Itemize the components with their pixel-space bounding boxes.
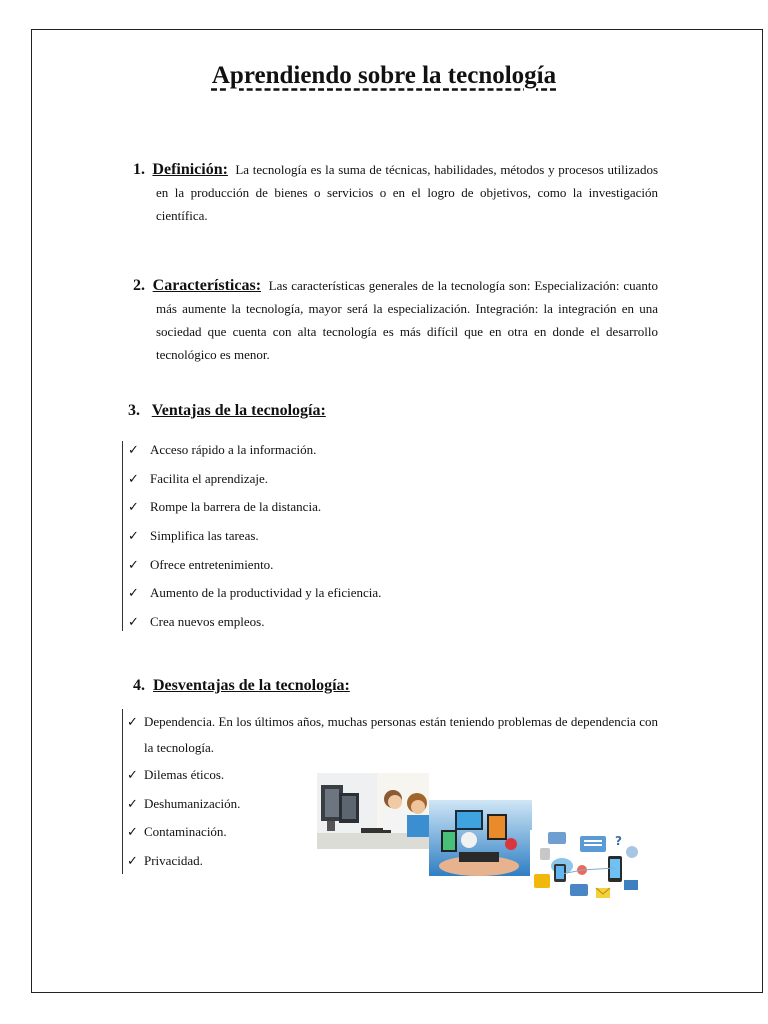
devices-hands-image xyxy=(429,800,532,876)
check-icon: ✓ xyxy=(128,442,139,457)
svg-text:?: ? xyxy=(615,834,622,848)
list-item: ✓ Acceso rápido a la información. xyxy=(128,442,317,457)
section-heading: Definición: xyxy=(152,161,228,178)
check-icon: ✓ xyxy=(128,470,139,486)
list-item: ✓ Dependencia. En los últimos años, muchas personas están teniendo problemas de dependencia con la tecnología. xyxy=(122,709,658,761)
section-caracteristicas xyxy=(133,274,658,366)
check-icon: ✓ xyxy=(128,556,139,572)
check-icon: ✓ xyxy=(127,795,138,811)
check-icon: ✓ xyxy=(127,714,138,729)
list-item: ✓ Privacidad. xyxy=(122,847,658,876)
section-definicion xyxy=(133,158,658,227)
section-number: 4. xyxy=(133,677,145,694)
list-item: ✓ Dilemas éticos. xyxy=(122,761,658,790)
section-number: 2. xyxy=(133,277,145,294)
list-item: ✓ Facilita el aprendizaje. xyxy=(128,470,269,486)
section-heading: Ventajas de la tecnología: xyxy=(151,402,326,419)
list-item: ✓ Contaminación. xyxy=(122,818,658,847)
desventajas-heading xyxy=(133,677,350,695)
page-title: Aprendiendo sobre la tecnología xyxy=(211,62,557,89)
section-number: 1. xyxy=(133,161,145,178)
list-item: ✓ Crea nuevos empleos. xyxy=(128,614,265,630)
list-item: ✓ Aumento de la productividad y la eficiencia. xyxy=(128,585,382,601)
check-icon: ✓ xyxy=(127,852,138,868)
section-heading: Características: xyxy=(152,277,262,294)
section-text: La tecnología es la suma de técnicas, habilidades, métodos y procesos utilizados en la producción de bienes o servicios o en el logro de objetivos, como la investigación científica. xyxy=(156,162,659,223)
section-number: 3. xyxy=(128,402,140,419)
check-icon: ✓ xyxy=(128,614,139,630)
list-item: ✓ Deshumanización. xyxy=(122,790,658,819)
communication-icons-image xyxy=(530,830,646,904)
check-icon: ✓ xyxy=(128,528,139,544)
list-item: ✓ Simplifica las tareas. xyxy=(128,528,259,544)
check-icon: ✓ xyxy=(127,824,138,839)
section-heading: Desventajas de la tecnología: xyxy=(153,677,350,694)
list-item: ✓ Ofrece entretenimiento. xyxy=(128,556,274,572)
ventajas-heading xyxy=(128,402,326,420)
section-text: Las características generales de la tecnología son: Especialización: cuanto más aumente la tecnología, mayor será la especialización. Integración: la integración en una sociedad que cuenta con alta tecnología es más difícil que en otra en donde el desarrollo tecnológico es menor. xyxy=(156,278,658,362)
check-icon: ✓ xyxy=(128,585,139,601)
check-icon: ✓ xyxy=(127,767,138,782)
ventajas-list xyxy=(122,441,522,642)
children-computers-image xyxy=(317,773,429,849)
check-icon: ✓ xyxy=(128,499,139,515)
list-item: ✓ Rompe la barrera de la distancia. xyxy=(128,499,322,515)
